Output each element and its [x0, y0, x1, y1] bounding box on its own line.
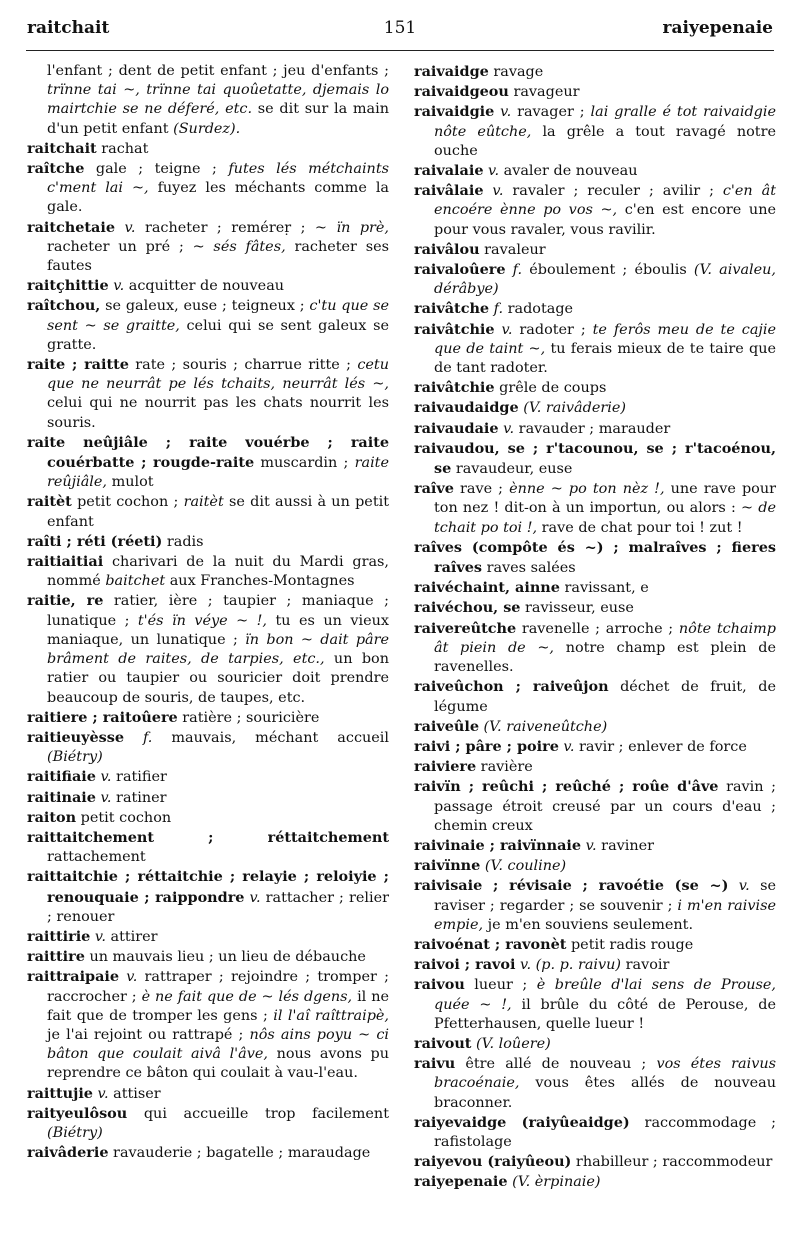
definition-text: celui qui ne nourrit pas les chats nourrit les souris. [47, 395, 389, 431]
definition-text: ravauder ; marauder [514, 420, 671, 437]
definition-text: racheter ; reméreṛ ; [135, 219, 315, 236]
definition-text: radoter ; [512, 321, 593, 338]
definition-text: être allé de nouveau ; [455, 1056, 657, 1073]
dictionary-entry [414, 1034, 776, 1054]
example-text: futes lés métchaints c'ment lai ~, [47, 161, 389, 197]
dictionary-entry [27, 767, 389, 787]
headword: raivaudaidge [414, 399, 519, 417]
headword: raivéchou, se [414, 599, 521, 617]
page-number: 151 [383, 18, 417, 38]
definition-text: raccommodage ; rafistolage [434, 1114, 776, 1150]
headword: raivereûtche [414, 619, 517, 637]
grammar-label: v. [115, 219, 136, 236]
example-text: cetu que ne neurrât pe lés tchaits, neurrât lés ~, [47, 357, 389, 393]
headword: raivoénat ; ravonèt [414, 935, 567, 953]
dictionary-entry [27, 159, 389, 218]
headword: raitie, re [27, 592, 104, 610]
dictionary-entry [414, 320, 776, 379]
headword: raitchait [27, 139, 97, 157]
dictionary-entry [414, 240, 776, 260]
definition-text: ravière [476, 759, 533, 776]
dictionary-entry [27, 927, 389, 947]
definition-text: ravaleur [479, 241, 546, 258]
headword: raivisaie ; révisaie ; ravoétie (se ~) [414, 877, 729, 895]
headword: raîve [414, 480, 454, 498]
example-text: baitchet [105, 573, 166, 590]
definition-text: ravauderie ; bagatelle ; maraudage [108, 1145, 371, 1162]
definition-text: rave ; [453, 481, 510, 498]
example-text: (Surdez). [173, 120, 241, 137]
headword: raitiere ; raitoûere [27, 708, 178, 726]
headword: raivoi ; ravoi [414, 956, 516, 974]
headword: raivâlou [414, 240, 480, 258]
dictionary-entry [414, 737, 776, 757]
dictionary-entry [27, 808, 389, 828]
definition-text: gale ; teigne ; [84, 161, 229, 178]
dictionary-entry [414, 975, 776, 1034]
dictionary-entry [414, 181, 776, 240]
definition-text: il ne fait que de tromper les gens ; [47, 988, 389, 1024]
definition-text: racheter ses fautes [47, 238, 389, 275]
headword: raivaloûere [414, 261, 506, 279]
headword: raittujie [27, 1084, 93, 1102]
example-text: (Biétry) [47, 1124, 103, 1141]
definition-text: ratière ; souricière [177, 709, 320, 726]
headword: raivu [414, 1055, 456, 1073]
example-text: ~ ïn prè, [314, 219, 389, 236]
grammar-label: v. [483, 163, 500, 180]
definition-text: ravir ; enlever de force [574, 738, 747, 755]
left-guide-word: raitchait [27, 18, 110, 38]
definition-text: c'en est encore une pour vous ravaler, vous ravilir. [434, 202, 776, 238]
dictionary-entry [27, 1084, 389, 1104]
definition-text: celui qui se sent galeux se gratte. [47, 317, 389, 353]
definition-text: notre champ est plein de ravenelles. [434, 639, 776, 676]
headword: raivout [414, 1034, 472, 1052]
dictionary-entry [414, 578, 776, 598]
headword: raivéchaint, ainne [414, 579, 560, 597]
headword: raitieuyèsse [27, 728, 124, 746]
dictionary-entry [414, 856, 776, 876]
headword: raivalaie [414, 162, 484, 180]
example-text: lai gralle é tot raivaidgie nôte eûtche, [434, 104, 776, 140]
dictionary-entry [27, 967, 389, 1083]
definition-text: rattachement [47, 849, 146, 866]
headword: raiyepenaie [414, 1173, 508, 1191]
dictionary-entry [27, 708, 389, 728]
definition-text: se galeux, euse ; teigneux ; [100, 298, 310, 315]
dictionary-entry [414, 955, 776, 975]
example-text: nôs ains poyu ~ ci bâton que coulait aivâ l'âve, [47, 1026, 389, 1063]
example-text: raite reûjiâle, [47, 455, 389, 491]
dictionary-entry [27, 355, 389, 433]
definition-text: raviner [596, 837, 655, 854]
grammar-label: f. [505, 262, 523, 279]
definition-text: grêle de coups [494, 380, 607, 397]
headword: raitçhittie [27, 277, 109, 295]
definition-text: il brûle du côté de Perouse, de Pfetterhausen, quelle lueur ! [434, 996, 776, 1032]
example-text: ïn bon ~ dait pâre brâment de raites, de tarpies, etc., [47, 631, 390, 668]
example-text: (V. loûere) [471, 1035, 551, 1052]
definition-text: charivari de la nuit du Mardi gras, nommé [47, 554, 389, 590]
definition-text: ratiner [111, 789, 167, 806]
grammar-label: v. [494, 104, 512, 121]
headword: raivâtchie [414, 320, 495, 338]
headword: raîves (compôte és ~) ; malraîves ; fieres raîves [414, 538, 776, 577]
headword: raivâderie [27, 1144, 109, 1162]
headword: raitchetaie [27, 218, 115, 236]
headword: raivaidge [414, 63, 489, 80]
definition-text: racheter un pré ; [47, 238, 193, 255]
definition-text: vous êtes allés de nouveau braconner. [434, 1075, 776, 1111]
headword: raivâtchie [414, 379, 495, 397]
example-text: raitèt [183, 494, 224, 511]
headword: raivaudou, se ; r'tacounou, se ; r'tacoénou, se [414, 439, 776, 478]
headword: raivou [414, 976, 465, 994]
dictionary-entry [414, 62, 776, 82]
definition-text: ravisseur, euse [520, 600, 634, 617]
definition-text: ravissant, e [559, 580, 649, 597]
headword: raivaidgie [414, 103, 495, 121]
dictionary-entry [414, 1113, 776, 1152]
grammar-label: v. [515, 957, 532, 974]
grammar-label: v. [728, 878, 750, 895]
grammar-label: v. [92, 1085, 109, 1102]
example-text: c'tu que se sent ~ se graitte, [47, 298, 389, 334]
dictionary-entry [414, 836, 776, 856]
definition-text: ravaler ; reculer ; avilir ; [503, 183, 723, 200]
definition-text: radis [162, 533, 204, 550]
headword: raityeulôsou [27, 1104, 128, 1122]
example-text: (V. èrpinaie) [507, 1174, 601, 1191]
definition-text: mulot [107, 474, 154, 491]
headword: raitifiaie [27, 768, 96, 786]
grammar-label: v. [244, 889, 261, 906]
example-text: (Biétry) [47, 749, 103, 766]
dictionary-entry [414, 1152, 776, 1172]
dictionary-entry [414, 439, 776, 479]
definition-text: se dit sur la main d'un petit enfant [47, 101, 389, 137]
dictionary-entry [27, 296, 389, 355]
dictionary-entry [414, 419, 776, 439]
headword: raitinaie [27, 788, 96, 806]
dictionary-entry [414, 717, 776, 737]
dictionary-entry [27, 492, 389, 531]
dictionary-entry [414, 260, 776, 299]
definition-text: se dit aussi à un petit enfant [47, 494, 389, 530]
definition-text: ravin ; passage étroit creusé par un cours d'eau ; chemin creux [434, 779, 776, 834]
definition-text: rachat [96, 140, 149, 157]
grammar-label: v. [581, 837, 597, 854]
dictionary-entry [27, 276, 389, 296]
definition-text: nous avons pu reprendre ce bâton qui coulait à vau-l'eau. [47, 1046, 389, 1082]
dictionary-entry [414, 161, 776, 181]
headword: raivaudaie [414, 419, 499, 437]
grammar-label: v. [498, 420, 515, 437]
left-column [27, 62, 389, 1163]
dictionary-entry [414, 398, 776, 418]
dictionary-entry [414, 876, 776, 935]
headword: raittire [27, 948, 85, 966]
definition-text: attirer [105, 928, 158, 945]
grammar-label: f. [489, 301, 504, 318]
dictionary-entry [27, 947, 389, 967]
definition-text: attiser [108, 1085, 161, 1102]
definition-text: se raviser ; regarder ; se souvenir ; [434, 878, 776, 914]
headword: raîtchou, [27, 297, 101, 315]
headword: raivïnne [414, 857, 481, 875]
definition-text: l'enfant ; dent de petit enfant ; jeu d'enfants ; [47, 63, 389, 79]
example-text: i m'en raivise empie, [434, 897, 776, 933]
dictionary-entry [414, 677, 776, 716]
grammar-label: v. [119, 969, 138, 986]
definition-text: ravoir [621, 957, 670, 974]
example-text: (V. aivaleu, dérâbye) [434, 262, 776, 298]
grammar-label: f. [123, 729, 153, 746]
dictionary-entry [414, 1172, 776, 1192]
headword: raîti ; réti (réeti) [27, 532, 163, 550]
definition-text: radotage [503, 301, 574, 318]
grammar-label: v. [558, 738, 575, 755]
grammar-label: v. [90, 928, 106, 945]
example-text: è breûle d'lai sens de Prouse, quée ~ !, [434, 977, 776, 1013]
headword: raivaidgeou [414, 83, 509, 101]
headword: raivïn ; reûchi ; reûché ; roûe d'âve [414, 778, 719, 796]
dictionary-entry [414, 299, 776, 319]
definition-text: un mauvais lieu ; un lieu de débauche [84, 949, 366, 966]
dictionary-entry [414, 378, 776, 398]
grammar-label: v. [95, 769, 112, 786]
dictionary-entry [414, 598, 776, 618]
grammar-label: v. [108, 278, 125, 295]
headword: raiyevaidge (raiyûeaidge) [414, 1113, 630, 1131]
definition-text: tu es un vieux maniaque, un lunatique ; [47, 612, 389, 648]
dictionary-entry [27, 139, 389, 159]
dictionary-entry [27, 1104, 389, 1143]
headword: raîtche [27, 160, 85, 178]
definition-text: rattraper ; rejoindre ; tromper ; raccrocher ; [47, 969, 389, 1005]
right-guide-word: raiyepenaie [662, 18, 773, 38]
definition-text: rattacher ; relier ; renouer [47, 889, 389, 925]
definition-text: ravenelle ; arroche ; [516, 620, 679, 637]
headword: raiton [27, 808, 77, 826]
definition-text: je l'ai rejoint ou rattrapé ; [47, 1026, 250, 1043]
definition-text: rave de chat pour toi ! zut ! [537, 519, 743, 536]
dictionary-entry [27, 218, 389, 277]
example-text: t'és ïn véye ~ !, [137, 612, 267, 629]
example-text: vos étes raivus bracoénaie, [434, 1056, 777, 1092]
definition-text: petit cochon [76, 809, 172, 826]
dictionary-entry [414, 619, 776, 678]
example-text: è ne fait que de ~ lés dgens, [141, 988, 353, 1005]
headword: raittraipaie [27, 968, 120, 986]
dictionary-entry [414, 1054, 776, 1113]
headword: raitèt [27, 493, 72, 511]
headword: raivâlaie [414, 182, 484, 200]
headword: raivinaie ; raivïnnaie [414, 836, 582, 854]
definition-text: éboulement ; éboulis [522, 262, 694, 279]
definition-text: muscardin ; [254, 455, 355, 472]
definition-text: petit cochon ; [71, 494, 184, 511]
dictionary-entry [27, 828, 389, 867]
headword: raivâtche [414, 300, 490, 318]
headword: raittaitchie ; réttaitchie ; relayie ; reloiyie ; renouquaie ; raippondre [27, 868, 389, 906]
definition-text: la grêle a tout ravagé notre ouche [434, 123, 776, 159]
example-text: il l'aî raîttraipè, [273, 1007, 389, 1024]
example-text: trïnne tai ~, trïnne tai quoûetatte, djemais lo mairtchie se ne déferé, etc. [47, 82, 389, 118]
grammar-label: v. [95, 789, 112, 806]
definition-text: un bon ratier ou taupier ou souricier doit prendre beaucoup de souris, de taupes, etc. [47, 651, 389, 706]
dictionary-entry [414, 82, 776, 102]
example-text: (V. couline) [480, 858, 567, 875]
example-text: (p. p. raivu) [531, 957, 622, 974]
definition-text: je m'en souviens seulement. [483, 916, 694, 933]
definition-text: tu ferais mieux de te taire que de tant radoter. [434, 340, 776, 377]
example-text: (V. raivâderie) [518, 400, 626, 417]
definition-text: qui accueille trop facilement [127, 1105, 389, 1122]
definition-text: rate ; souris ; charrue ritte ; [128, 357, 358, 374]
definition-text: mauvais, méchant accueil [152, 729, 389, 746]
example-text: (V. raiveneûtche) [478, 718, 608, 735]
dictionary-entry [27, 433, 389, 493]
dictionary-entry [27, 1143, 389, 1163]
definition-text: ratifier [111, 769, 167, 786]
example-text: ènne ~ po ton nèz !, [509, 481, 665, 498]
dictionary-entry [27, 591, 389, 707]
dictionary-entry [27, 728, 389, 767]
definition-text: rhabilleur ; raccommodeur [571, 1154, 773, 1171]
definition-text: petit radis rouge [566, 936, 694, 953]
right-column [414, 62, 776, 1193]
headword: raiveûchon ; raiveûjon [414, 678, 609, 696]
definition-text: lueur ; [464, 977, 537, 994]
dictionary-entry [27, 788, 389, 808]
definition-text: ravage [488, 64, 544, 80]
dictionary-entry [414, 777, 776, 836]
definition-text: avaler de nouveau [499, 163, 638, 180]
example-text: ~ sés fâtes, [192, 238, 286, 255]
dictionary-entry [414, 102, 776, 161]
headword: raiviere [414, 758, 477, 776]
dictionary-entry [414, 935, 776, 955]
dictionary-entry [27, 867, 389, 927]
dictionary-entry [27, 552, 389, 591]
grammar-label: v. [494, 321, 513, 338]
header-rule [26, 50, 774, 51]
definition-text: aux Franches-Montagnes [165, 573, 355, 590]
definition-text: ravaudeur, euse [451, 461, 573, 478]
definition-text: ravager ; [511, 104, 591, 121]
grammar-label: v. [483, 183, 504, 200]
definition-text: ravageur [508, 84, 580, 101]
headword: raitiaitiai [27, 553, 104, 571]
dictionary-entry [414, 479, 776, 538]
definition-text: raves salées [482, 560, 576, 577]
definition-text: acquitter de nouveau [124, 278, 285, 295]
headword: raiveûle [414, 717, 479, 735]
definition-text: ratier, ière ; taupier ; maniaque ; lunatique ; [47, 593, 389, 629]
headword: raittaitchement ; réttaitchement [27, 828, 389, 846]
example-text: c'en ât encoére ènne po vos ~, [434, 183, 776, 219]
example-text: ~ de tchait po toi !, [434, 500, 776, 536]
example-text: te ferôs meu de te cajie que de taint ~, [434, 321, 776, 357]
example-text: nôte tchaimp ât piein de ~, [434, 620, 776, 656]
dictionary-entry [414, 757, 776, 777]
dictionary-entry [27, 62, 389, 139]
definition-text: fuyez les méchants comme la gale. [47, 180, 389, 216]
definition-text: déchet de fruit, de légume [434, 679, 776, 715]
dictionary-entry [414, 538, 776, 578]
dictionary-entry [27, 532, 389, 552]
headword: raiyevou (raiyûeou) [414, 1153, 572, 1171]
headword: raite neûjiâle ; raite vouérbe ; raite couérbatte ; rougde-raite [27, 433, 389, 472]
headword: raittirie [27, 927, 91, 945]
headword: raivi ; pâre ; poire [414, 737, 559, 755]
definition-text: une rave pour ton nez ! dit-on à un importun, ou alors : [434, 481, 776, 517]
headword: raite ; raitte [27, 356, 129, 374]
